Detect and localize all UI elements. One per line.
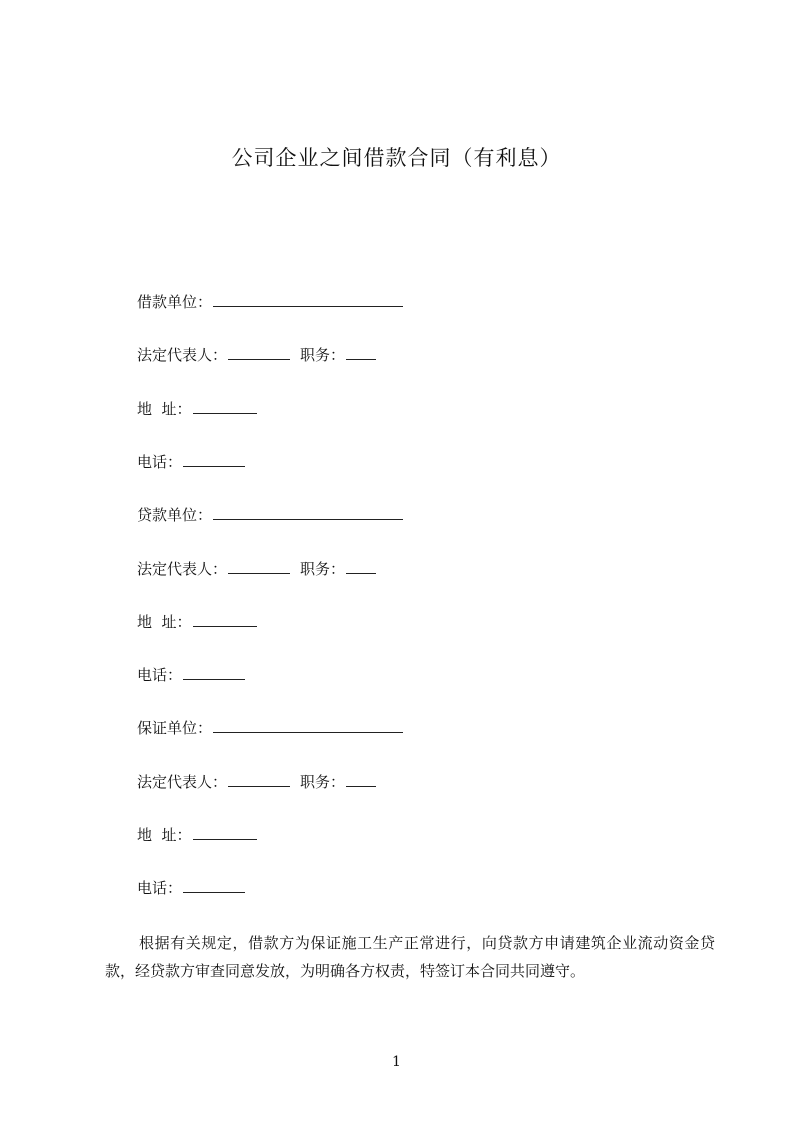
borrower-address-label: 地 址：: [137, 400, 192, 418]
lender-rep-label: 法定代表人：: [137, 560, 228, 578]
borrower-unit-field: [137, 290, 403, 312]
borrower-unit-blank[interactable]: [213, 290, 403, 307]
lender-address-label: 地 址：: [137, 613, 192, 631]
borrower-phone-blank[interactable]: [183, 450, 245, 467]
document-title: 公司企业之间借款合同（有利息）: [231, 146, 562, 170]
guarantor-address-blank[interactable]: [193, 823, 257, 840]
guarantor-phone-blank[interactable]: [183, 876, 245, 893]
guarantor-address-label: 地 址：: [137, 826, 192, 844]
borrower-unit-label: 借款单位：: [137, 293, 213, 311]
borrower-phone-label: 电话：: [137, 453, 183, 471]
borrower-position-label: 职务：: [300, 346, 346, 364]
guarantor-phone-label: 电话：: [137, 879, 183, 897]
borrower-rep-label: 法定代表人：: [137, 346, 228, 364]
borrower-position-blank[interactable]: [346, 343, 376, 360]
lender-unit-blank[interactable]: [213, 503, 403, 520]
guarantor-unit-blank[interactable]: [213, 716, 403, 733]
guarantor-position-blank[interactable]: [346, 770, 376, 787]
guarantor-rep-field: [137, 770, 376, 792]
lender-phone-blank[interactable]: [183, 663, 245, 680]
borrower-address-blank[interactable]: [193, 397, 257, 414]
guarantor-unit-label: 保证单位：: [137, 719, 213, 737]
lender-unit-label: 贷款单位：: [137, 506, 213, 524]
page-number: 1: [392, 1054, 401, 1070]
lender-unit-field: [137, 503, 403, 525]
preamble-paragraph: 根据有关规定，借款方为保证施工生产正常进行，向贷款方申请建筑企业流动资金贷款，经贷款方审查同意发放，为明确各方权责，特签订本合同共同遵守。: [105, 934, 715, 980]
lender-position-label: 职务：: [300, 560, 346, 578]
guarantor-rep-blank[interactable]: [228, 770, 290, 787]
borrower-rep-blank[interactable]: [228, 343, 290, 360]
lender-address-blank[interactable]: [193, 610, 257, 627]
lender-rep-blank[interactable]: [228, 557, 290, 574]
guarantor-rep-label: 法定代表人：: [137, 773, 228, 791]
lender-phone-label: 电话：: [137, 666, 183, 684]
borrower-rep-field: [137, 343, 376, 365]
lender-position-blank[interactable]: [346, 557, 376, 574]
borrower-phone-field: [137, 450, 245, 472]
guarantor-phone-field: [137, 876, 245, 898]
borrower-address-field: [137, 397, 257, 419]
lender-address-field: [137, 610, 257, 632]
guarantor-position-label: 职务：: [300, 773, 346, 791]
guarantor-address-field: [137, 823, 257, 845]
lender-phone-field: [137, 663, 245, 685]
guarantor-unit-field: [137, 716, 403, 738]
lender-rep-field: [137, 557, 376, 579]
